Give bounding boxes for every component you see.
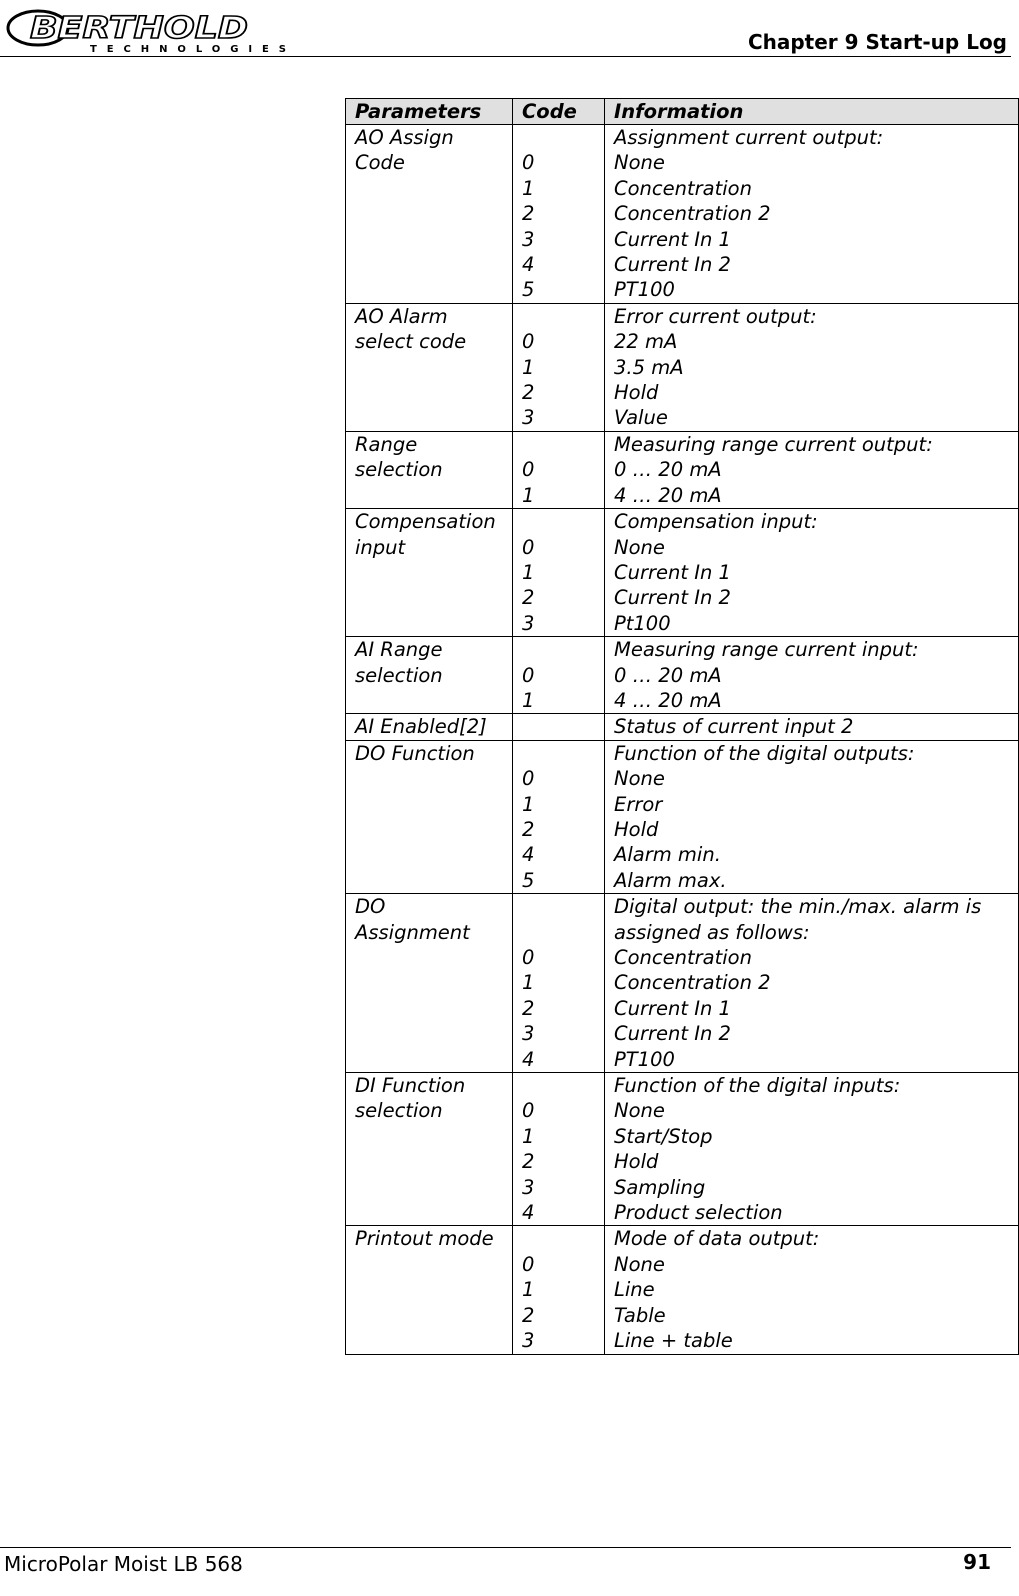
information-line: None xyxy=(614,151,665,175)
parameter-line: DO Function xyxy=(355,741,475,765)
code-value xyxy=(522,1073,604,1098)
parameter-cell xyxy=(346,125,513,304)
table-row xyxy=(346,303,1019,431)
code-cell xyxy=(513,1226,605,1354)
information-line: Current In 2 xyxy=(614,1022,731,1046)
code-cell xyxy=(513,1073,605,1226)
code-cell xyxy=(513,303,605,431)
code-value: 4 xyxy=(522,843,535,867)
parameter-line: selection xyxy=(355,458,443,482)
information-line: Function of the digital inputs: xyxy=(614,1074,901,1098)
information-line: 4 … 20 mA xyxy=(614,688,722,712)
berthold-logo xyxy=(4,6,294,54)
information-line: Current In 1 xyxy=(614,227,731,251)
code-value: 0 xyxy=(522,535,535,559)
code-cell xyxy=(513,714,605,740)
parameter-line: DI Function xyxy=(355,1074,466,1098)
parameter-line: AO Assign xyxy=(355,126,454,149)
information-line: Concentration xyxy=(614,946,752,969)
information-line: Current In 2 xyxy=(614,586,731,610)
information-line: Current In 1 xyxy=(614,996,731,1020)
table-row xyxy=(346,431,1019,508)
parameter-cell xyxy=(346,303,513,431)
table-row xyxy=(346,1073,1019,1226)
information-line: Product selection xyxy=(614,1201,783,1225)
parameter-line: Range xyxy=(355,432,418,456)
information-line: Function of the digital outputs: xyxy=(614,741,915,765)
code-value: 1 xyxy=(522,176,535,200)
information-line: Concentration 2 xyxy=(614,202,771,226)
table-row xyxy=(346,714,1019,740)
information-line: PT100 xyxy=(614,1047,675,1071)
information-line: Measuring range current input: xyxy=(614,638,919,662)
information-line: Concentration 2 xyxy=(614,971,771,995)
information-line: None xyxy=(614,1252,665,1276)
chapter-title: Chapter 9 Start-up Log xyxy=(747,30,1007,54)
parameter-line: Printout mode xyxy=(355,1227,494,1251)
parameter-cell xyxy=(346,509,513,637)
information-line: Start/Stop xyxy=(614,1124,713,1148)
information-cell xyxy=(605,894,1019,1073)
logo-subtext: TECHNOLOGIES xyxy=(90,44,286,54)
information-line: None xyxy=(614,767,665,791)
information-line: PT100 xyxy=(614,278,675,302)
code-value xyxy=(522,714,604,739)
information-cell xyxy=(605,431,1019,508)
information-line: None xyxy=(614,535,665,559)
parameter-line: select code xyxy=(355,330,467,354)
information-line: 22 mA xyxy=(614,330,678,354)
information-line: Value xyxy=(614,406,668,430)
information-cell xyxy=(605,714,1019,740)
information-line: Current In 1 xyxy=(614,560,731,584)
code-value: 2 xyxy=(522,381,535,405)
code-value: 0 xyxy=(522,767,535,791)
parameter-line: AO Alarm xyxy=(355,304,448,328)
header-information: Information xyxy=(605,99,1019,125)
code-value xyxy=(522,637,604,662)
code-value xyxy=(522,432,604,457)
parameter-cell xyxy=(346,1073,513,1226)
code-value: 1 xyxy=(522,1278,535,1302)
code-value: 1 xyxy=(522,792,535,816)
header-code: Code xyxy=(513,99,605,125)
information-line: Current In 2 xyxy=(614,253,731,277)
information-line: 0 … 20 mA xyxy=(614,458,722,482)
information-line: Compensation input: xyxy=(614,510,818,534)
information-line: Error xyxy=(614,792,663,816)
parameter-line: Assignment xyxy=(355,920,470,944)
code-value: 1 xyxy=(522,688,535,712)
parameter-cell xyxy=(346,714,513,740)
parameter-cell xyxy=(346,431,513,508)
code-value: 2 xyxy=(522,202,535,226)
information-line: Error current output: xyxy=(614,304,817,328)
code-value xyxy=(522,920,604,945)
code-value: 4 xyxy=(522,253,535,277)
code-value: 0 xyxy=(522,1252,535,1276)
information-line: None xyxy=(614,1099,665,1123)
information-line: Concentration xyxy=(614,176,752,200)
table-row xyxy=(346,637,1019,714)
information-line: Hold xyxy=(614,817,659,841)
page-number: 91 xyxy=(963,1550,991,1574)
code-cell xyxy=(513,740,605,893)
parameter-line: selection xyxy=(355,1099,443,1123)
information-cell xyxy=(605,1073,1019,1226)
code-value: 3 xyxy=(522,1022,535,1046)
code-value: 2 xyxy=(522,817,535,841)
parameter-line: AI Range xyxy=(355,638,443,662)
information-cell xyxy=(605,1226,1019,1354)
information-line: Status of current input 2 xyxy=(614,715,854,739)
code-value: 5 xyxy=(522,278,535,302)
table-row xyxy=(346,1226,1019,1354)
code-value: 1 xyxy=(522,1124,535,1148)
parameter-line: AI Enabled[2] xyxy=(355,715,487,739)
information-cell xyxy=(605,509,1019,637)
table-row xyxy=(346,740,1019,893)
code-cell xyxy=(513,125,605,304)
parameter-cell xyxy=(346,1226,513,1354)
code-value: 1 xyxy=(522,355,535,379)
information-cell xyxy=(605,125,1019,304)
footer-divider xyxy=(0,1547,1011,1548)
parameter-cell xyxy=(346,637,513,714)
table-row xyxy=(346,125,1019,304)
table-row xyxy=(346,894,1019,1073)
code-value xyxy=(522,125,604,150)
parameter-table xyxy=(345,98,1019,1355)
information-line: Pt100 xyxy=(614,611,671,635)
code-value: 2 xyxy=(522,1150,535,1174)
code-value: 4 xyxy=(522,1201,535,1225)
information-cell xyxy=(605,740,1019,893)
code-value xyxy=(522,304,604,329)
code-value: 2 xyxy=(522,586,535,610)
code-cell xyxy=(513,894,605,1073)
table-body xyxy=(346,125,1019,1355)
table-row xyxy=(346,509,1019,637)
table-header-row xyxy=(346,99,1019,125)
footer-document-title: MicroPolar Moist LB 568 xyxy=(4,1552,243,1576)
header-parameters: Parameters xyxy=(346,99,513,125)
information-line: Alarm min. xyxy=(614,843,721,867)
information-line: Table xyxy=(614,1303,666,1327)
code-value: 0 xyxy=(522,151,535,175)
information-cell xyxy=(605,637,1019,714)
information-line: Line + table xyxy=(614,1329,733,1353)
information-line: 0 … 20 mA xyxy=(614,663,722,687)
information-line: Sampling xyxy=(614,1175,706,1199)
parameter-cell xyxy=(346,740,513,893)
logo-wordmark: BERTHOLD xyxy=(30,11,248,46)
code-value: 3 xyxy=(522,1329,535,1353)
code-value xyxy=(522,741,604,766)
information-line: Line xyxy=(614,1278,655,1302)
header-divider xyxy=(0,56,1011,57)
code-cell xyxy=(513,431,605,508)
information-line: Assignment current output: xyxy=(614,126,884,149)
code-value: 2 xyxy=(522,996,535,1020)
information-line: Mode of data output: xyxy=(614,1227,820,1251)
code-value: 3 xyxy=(522,406,535,430)
parameter-line: input xyxy=(355,535,406,559)
parameter-line: selection xyxy=(355,663,443,687)
information-line: Hold xyxy=(614,381,659,405)
code-value: 0 xyxy=(522,1099,535,1123)
code-cell xyxy=(513,509,605,637)
information-line: 3.5 mA xyxy=(614,355,684,379)
code-value: 2 xyxy=(522,1303,535,1327)
code-value: 5 xyxy=(522,868,535,892)
information-line: Alarm max. xyxy=(614,868,727,892)
parameter-line: Code xyxy=(355,151,405,175)
code-value: 3 xyxy=(522,611,535,635)
code-value xyxy=(522,1226,604,1251)
code-value: 0 xyxy=(522,946,535,969)
code-value: 1 xyxy=(522,560,535,584)
code-value: 1 xyxy=(522,971,535,995)
information-line: Hold xyxy=(614,1150,659,1174)
code-value xyxy=(522,894,604,919)
code-value: 1 xyxy=(522,483,535,507)
code-value: 0 xyxy=(522,330,535,354)
code-value: 0 xyxy=(522,663,535,687)
parameter-line: DO xyxy=(355,895,386,919)
code-value: 3 xyxy=(522,1175,535,1199)
code-value xyxy=(522,509,604,534)
code-value: 3 xyxy=(522,227,535,251)
parameter-cell xyxy=(346,894,513,1073)
code-value: 4 xyxy=(522,1047,535,1071)
parameter-line: Compensation xyxy=(355,510,496,534)
information-line: Digital output: the min./max. alarm is assigned as follows: xyxy=(614,895,982,944)
information-cell xyxy=(605,303,1019,431)
information-line: Measuring range current output: xyxy=(614,432,933,456)
code-value: 0 xyxy=(522,458,535,482)
information-line: 4 … 20 mA xyxy=(614,483,722,507)
code-cell xyxy=(513,637,605,714)
